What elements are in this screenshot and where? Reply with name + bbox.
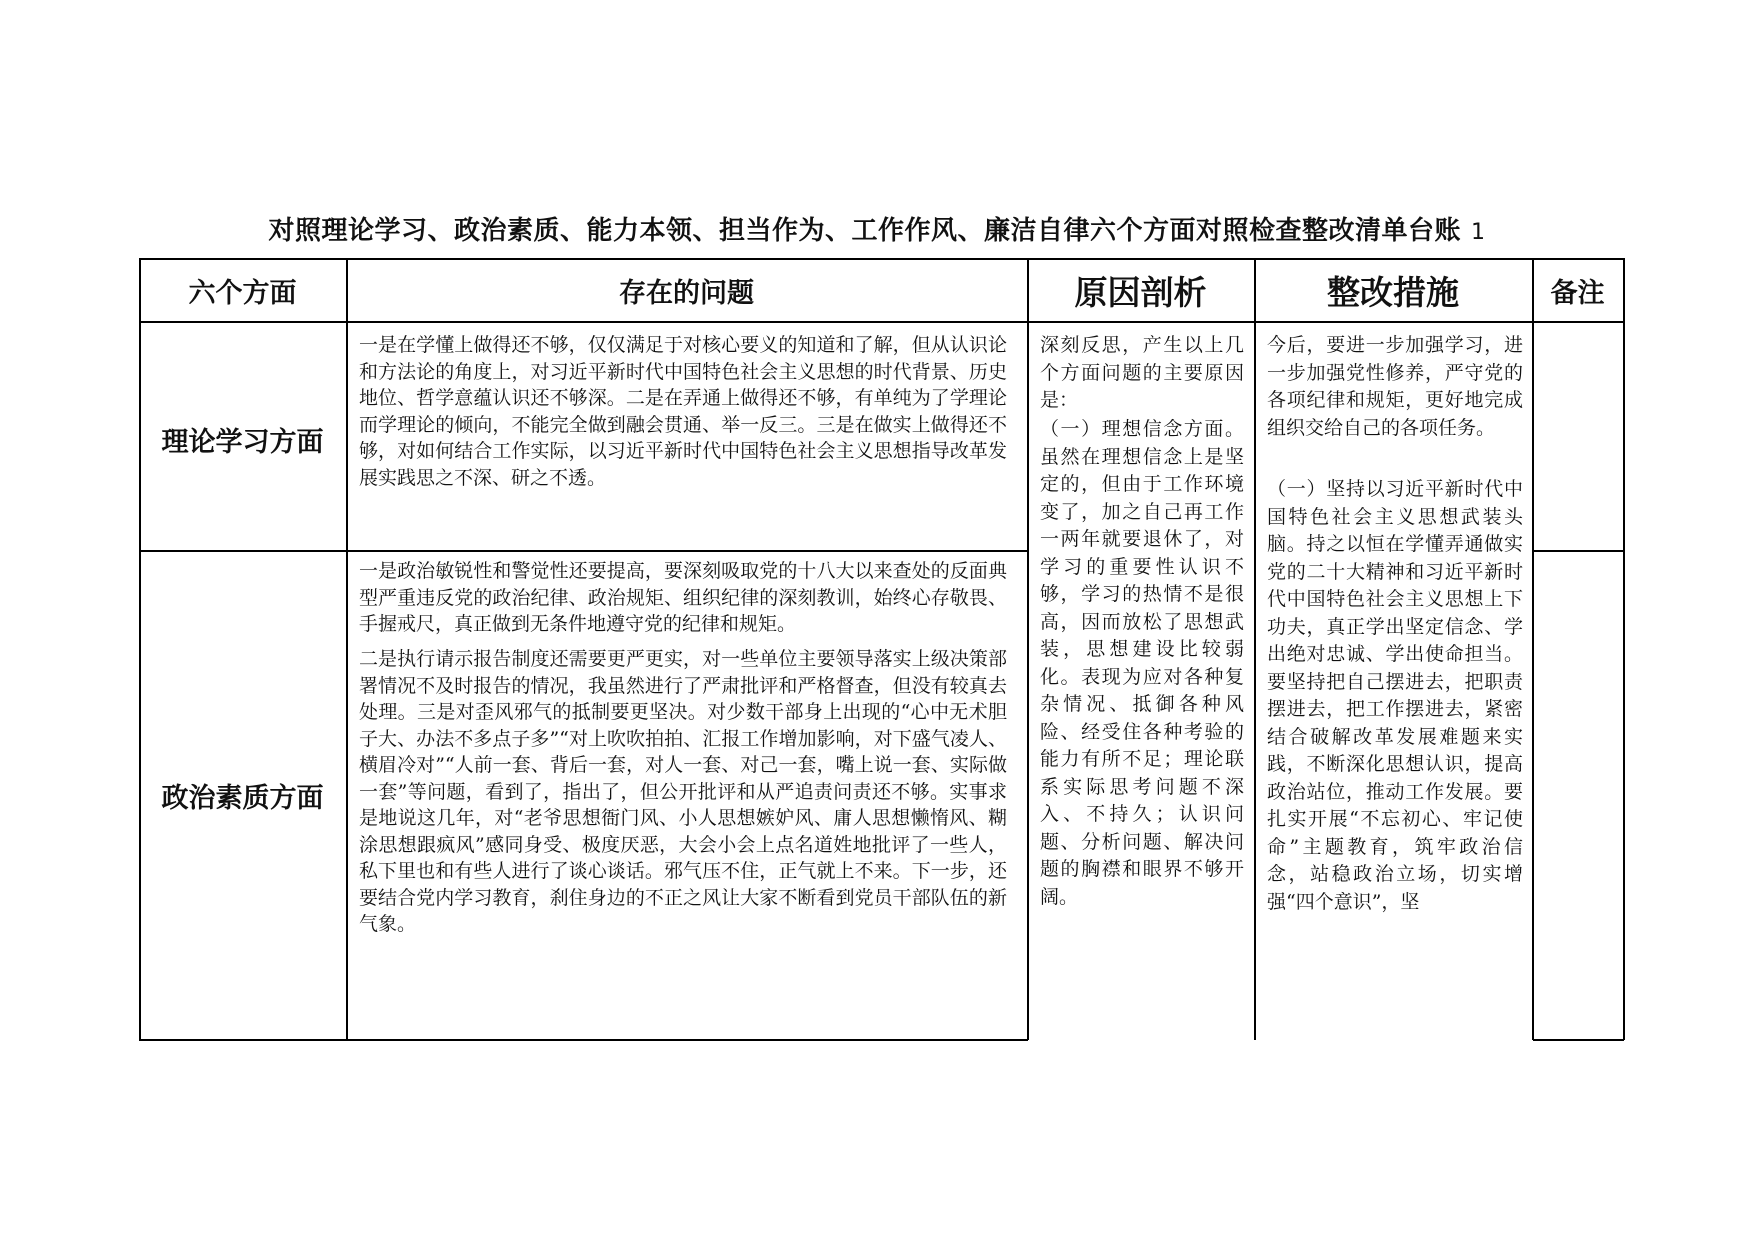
table-rule-row1-b — [1533, 550, 1624, 552]
table-border-bottom-a — [139, 1039, 1028, 1041]
table-border-bottom-b — [1533, 1039, 1624, 1041]
row-aspect-political: 政治素质方面 — [161, 783, 324, 814]
causes-intro: 深刻反思，产生以上几个方面问题的主要原因是： — [1040, 334, 1244, 411]
table-border-right — [1623, 258, 1625, 1040]
page-number: 1 — [1471, 220, 1486, 245]
header-causes: 原因剖析 — [1074, 272, 1207, 312]
table-border-left — [139, 258, 141, 1040]
table-rule-row1-a — [139, 550, 1028, 552]
table-col-rule-1 — [346, 258, 348, 1040]
measures-item-1: （一）坚持以习近平新时代中国特色社会主义思想武装头脑。持之以恒在学懂弄通做实党的二十大精神和习近平新时代中国特色社会主义思想上下功夫，真正学出坚定信念、学出绝对忠诚、学出使命担当。要坚持把自己摆进去，把职责摆进去，把工作摆进去，紧密结合破解改革发展难题来实践，不断深化思想认识，提高政治站位，推动工作发展。要扎实开展“不忘初心、牢记使命”主题教育，筑牢政治信念，站稳政治立场，切实增强“四个意识”，坚 — [1267, 478, 1523, 913]
header-problems: 存在的问题 — [619, 277, 754, 309]
row-problems-political-p2: 二是执行请示报告制度还需要更严更实，对一些单位主要领导落实上级决策部署情况不及时报告的情况，我虽然进行了严肃批评和严格督查，但没有较真去处理。三是对歪风邪气的抵制要更坚决。对少数干部身上出现的“心中无术胆子大、办法不多点子多”“对上吹吹拍拍、汇报工作增加影响，对下盛气凌人、横眉冷对”“人前一套、背后一套，对人一套、对己一套，嘴上说一套、实际做一套”等问题，看到了，指出了，但公开批评和从严追责问责还不够。实事求是地说这几年，对“老爷思想衙门风、小人思想嫉妒风、庸人思想懒惰风、糊涂思想跟疯风”感同身受、极度厌恶，大会小会上点名道姓地批评了一些人，私下里也和有些人进行了谈心谈话。邪气压不住，正气就上不来。下一步，还要结合党内学习教育，刹住身边的不正之风让大家不断看到党员干部队伍的新气象。 — [359, 648, 1007, 935]
table-col-rule-2 — [1027, 258, 1029, 1040]
header-remarks: 备注 — [1550, 277, 1605, 309]
row-problems-theory: 一是在学懂上做得还不够，仅仅满足于对核心要义的知道和了解，但从认识论和方法论的角度上，对习近平新时代中国特色社会主义思想的时代背景、历史地位、哲学意蕴认识还不够深。二是在弄通上做得还不够，有单纯为了学理论而学理论的倾向，不能完全做到融会贯通、举一反三。三是在做实上做得还不够，对如何结合工作实际，以习近平新时代中国特色社会主义思想指导改革发展实践思之不深、研之不透。 — [359, 334, 1007, 489]
document-title — [0, 210, 1754, 247]
causes-item-1: （一）理想信念方面。虽然在理想信念上是坚定的，但由于工作环境变了，加之自己再工作一两年就要退休了，对学习的重要性认识不够，学习的热情不是很高，因而放松了思想武装，思想建设比较弱化。表现为应对各种复杂情况、抵御各种风险、经受住各种考验的能力有所不足；理论联系实际思考问题不深入、不持久；认识问题、分析问题、解决问题的胸襟和眼界不够开阔。 — [1040, 418, 1244, 908]
row-problems-political-p1: 一是政治敏锐性和警觉性还要提高，要深刻吸取党的十八大以来查处的反面典型严重违反党的政治纪律、政治规矩、组织纪律的深刻教训，始终心存敬畏、手握戒尺，真正做到无条件地遵守党的纪律和规矩。 — [359, 560, 1007, 635]
row-aspect-theory: 理论学习方面 — [161, 427, 324, 458]
header-aspect: 六个方面 — [188, 277, 297, 309]
document-title-text: 对照理论学习、政治素质、能力本领、担当作为、工作作风、廉洁自律六个方面对照检查整改清单台账 — [268, 216, 1461, 246]
table-col-rule-4 — [1532, 258, 1534, 1040]
measures-intro: 今后，要进一步加强学习，进一步加强党性修养，严守党的各项纪律和规矩，更好地完成组织交给自己的各项任务。 — [1267, 334, 1523, 439]
header-measures: 整改措施 — [1327, 272, 1459, 312]
table-col-rule-3 — [1254, 258, 1256, 1040]
